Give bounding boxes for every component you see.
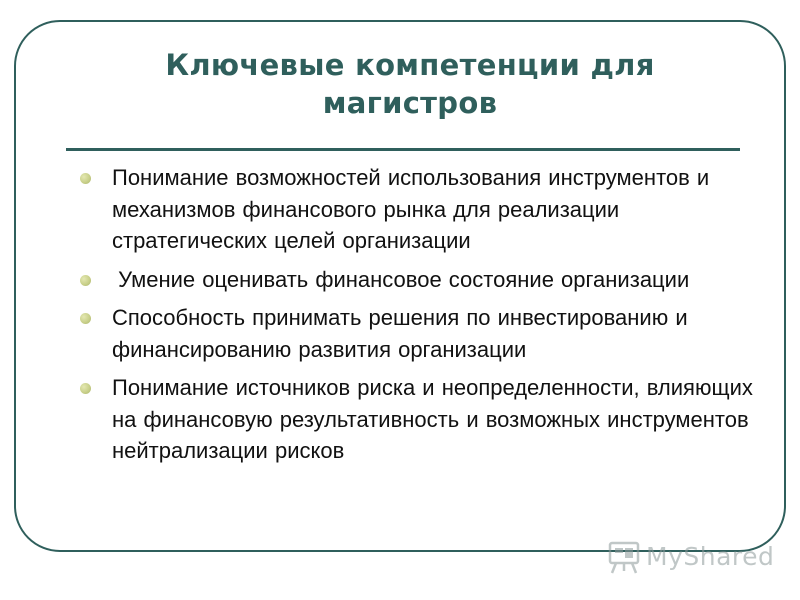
- bullet-text: Понимание возможностей использования инструментов и механизмов финансового рынка для реализации стратегических целей организации: [112, 165, 710, 253]
- presentation-board-icon: [606, 540, 642, 574]
- bullet-icon: [80, 383, 91, 394]
- bullet-list: [78, 162, 778, 474]
- title-divider: [66, 148, 740, 151]
- watermark-text: MyShared: [646, 542, 775, 571]
- bullet-text: Умение оценивать финансовое состояние организации: [112, 266, 690, 292]
- bullet-icon: [80, 313, 91, 324]
- list-item: [78, 264, 778, 296]
- bullet-text: Способность принимать решения по инвестированию и финансированию развития организации: [112, 305, 688, 362]
- list-item: [78, 162, 778, 257]
- slide-title: Ключевые компетенции для магистров: [165, 48, 655, 120]
- list-item: [78, 372, 778, 467]
- bullet-text: Понимание источников риска и неопределенности, влияющих на финансовую результативность и возможных инструментов нейтрализации рисков: [112, 375, 753, 463]
- list-item: [78, 302, 778, 365]
- bullet-icon: [80, 173, 91, 184]
- watermark: [606, 538, 776, 578]
- bullet-icon: [80, 275, 91, 286]
